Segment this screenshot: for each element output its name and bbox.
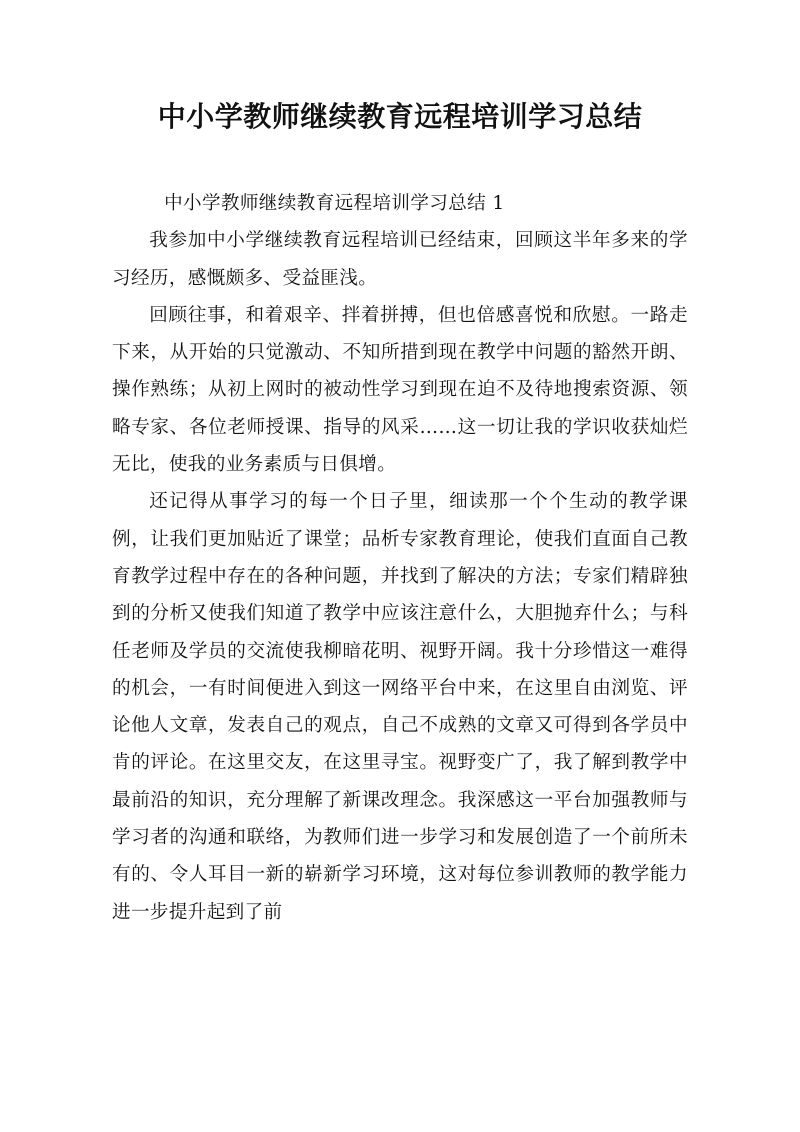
- paragraph-3: 还记得从事学习的每一个日子里，细读那一个个生动的教学课例，让我们更加贴近了课堂；品析专家教育理论，使我们直面自己教育教学过程中存在的各种问题，并找到了解决的方法；专家们精辟独到的分析又使我们知道了教学中应该注意什么，大胆抛弃什么；与科任老师及学员的交流使我柳暗花明、视野开阔。我十分珍惜这一难得的机会，一有时间便进入到这一网络平台中来，在这里自由浏览、评论他人文章，发表自己的观点，自己不成熟的文章又可得到各学员中肯的评论。在这里交友，在这里寻宝。视野变广了，我了解到教学中最前沿的知识，充分理解了新课改理念。我深感这一平台加强教师与学习者的沟通和联络，为教师们进一步学习和发展创造了一个前所未有的、令人耳目一新的崭新学习环境，这对每位参训教师的教学能力进一步提升起到了前: [112, 491, 688, 923]
- document-body: [112, 185, 688, 931]
- paragraph-1: 我参加中小学继续教育远程培训已经结束，回顾这半年多来的学习经历，感慨颇多、受益匪浅。: [112, 230, 688, 289]
- paragraph-2: 回顾往事，和着艰辛、拌着拼搏，但也倍感喜悦和欣慰。一路走下来，从开始的只觉激动、不知所措到现在教学中问题的豁然开朗、操作熟练；从初上网时的被动性学习到现在迫不及待地搜索资源、领略专家、各位老师授课、指导的风采……这一切让我的学识收获灿烂无比，使我的业务素质与日俱增。: [112, 304, 688, 476]
- document-title: 中小学教师继续教育远程培训学习总结: [157, 100, 643, 133]
- section-heading: 中小学教师继续教育远程培训学习总结 1: [164, 193, 505, 214]
